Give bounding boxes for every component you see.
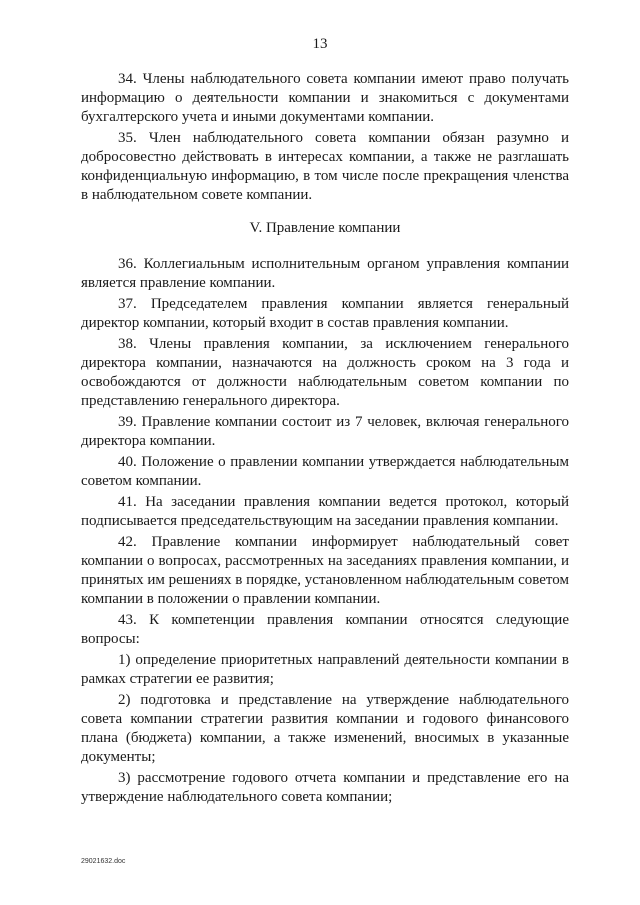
section-heading: V. Правление компании	[249, 220, 401, 236]
list-item-3: 3) рассмотрение годового отчета компании и представление его на утверждение наблюдательного совета компании;	[81, 770, 569, 805]
paragraph-40: 40. Положение о правлении компании утверждается наблюдательным советом компании.	[81, 454, 569, 489]
paragraph-35: 35. Член наблюдательного совета компании обязан разумно и добросовестно действовать в интересах компании, а также не разглашать конфиденциальную информацию, в том числе после прекращения членства в наблюдательном совете компании.	[81, 130, 569, 203]
paragraph-42: 42. Правление компании информирует наблюдательный совет компании о вопросах, рассмотренных на заседаниях правления компании, и принятых им решениях в порядке, установленном наблюдательным советом компании в положении о правлении компании.	[81, 534, 569, 607]
page-number: 13	[312, 36, 328, 52]
list-item-1: 1) определение приоритетных направлений деятельности компании в рамках стратегии ее развития;	[81, 652, 569, 687]
list-item-2: 2) подготовка и представление на утверждение наблюдательного совета компании стратегии развития компании и годового финансового плана (бюджета) компании, а также изменений, вносимых в указанные документы;	[81, 692, 569, 765]
paragraph-37: 37. Председателем правления компании является генеральный директор компании, который входит в состав правления компании.	[81, 296, 569, 331]
footer-filename: 29021632.doc	[81, 858, 126, 865]
paragraph-39: 39. Правление компании состоит из 7 человек, включая генерального директора компании.	[81, 414, 569, 449]
paragraph-38: 38. Члены правления компании, за исключением генерального директора компании, назначаются на должность сроком на 3 года и освобождаются от должности наблюдательным советом компании по представлению генерального директора.	[81, 336, 569, 409]
paragraph-43: 43. К компетенции правления компании относятся следующие вопросы:	[81, 612, 569, 647]
paragraph-34: 34. Члены наблюдательного совета компании имеют право получать информацию о деятельности компании и знакомиться с документами бухгалтерского учета и иными документами компании.	[81, 71, 569, 125]
paragraph-41: 41. На заседании правления компании ведется протокол, который подписывается председательствующим на заседании правления компании.	[81, 494, 569, 529]
paragraph-36: 36. Коллегиальным исполнительным органом управления компании является правление компании.	[81, 256, 569, 291]
document-body	[81, 70, 569, 809]
